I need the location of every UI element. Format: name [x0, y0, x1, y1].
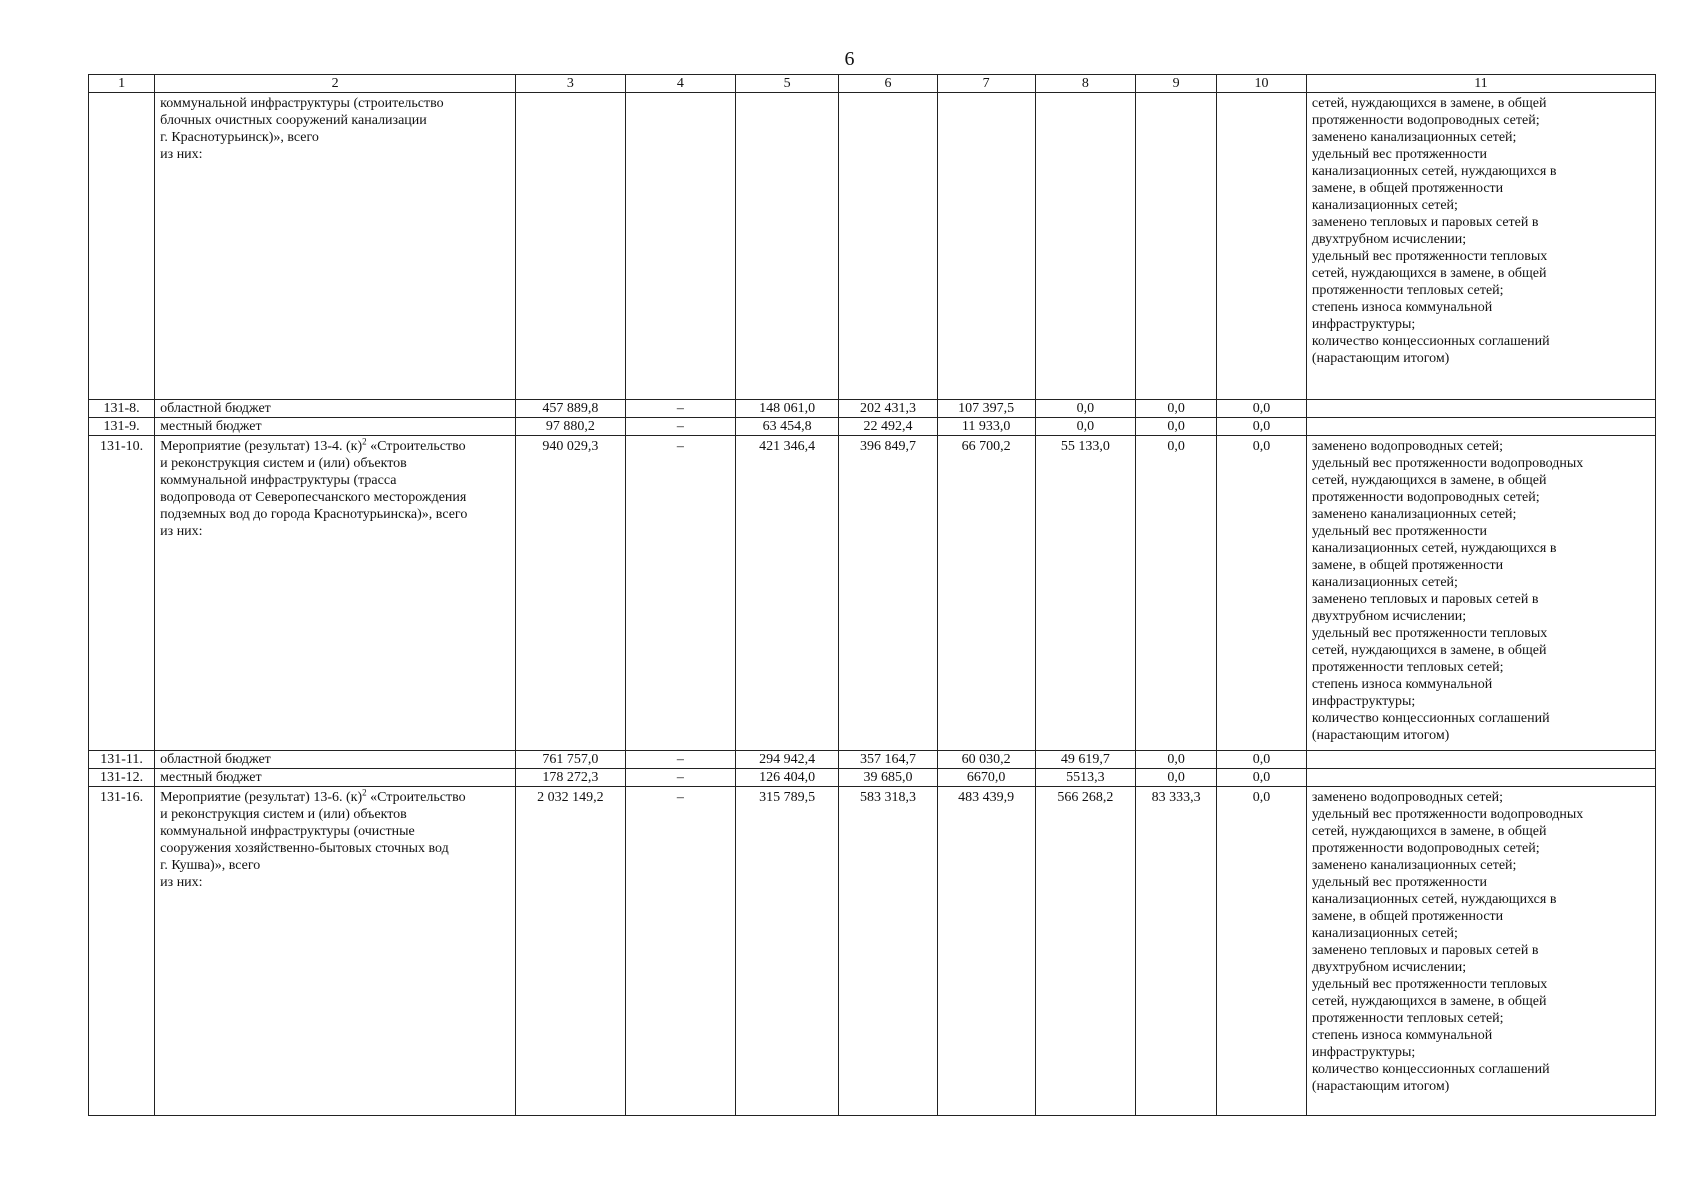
page-number: 6: [844, 48, 855, 70]
description-rest: «Строительство и реконструкция систем и (или) объектов коммунальной инфраструктуры (трасса водопровода от Северопесчанского месторождения подземных вод до города Краснотурьинска)», всего из них:: [160, 439, 468, 539]
value-cell: 583 318,3: [839, 787, 937, 1116]
value-cell: 294 942,4: [735, 751, 839, 769]
header-cell: 9: [1136, 75, 1217, 93]
value-cell: –: [625, 436, 735, 751]
value-cell: 83 333,3: [1136, 787, 1217, 1116]
table-row: [89, 787, 1656, 1116]
footnote-marker: 2: [362, 436, 367, 447]
table-row: [89, 769, 1656, 787]
row-description: [155, 787, 516, 1116]
table-row: [89, 400, 1656, 418]
value-cell: [839, 93, 937, 400]
header-cell: 2: [155, 75, 516, 93]
value-cell: 0,0: [1217, 418, 1307, 436]
budget-table: [88, 74, 1656, 1116]
value-cell: 0,0: [1217, 400, 1307, 418]
value-cell: 2 032 149,2: [515, 787, 625, 1116]
row-code: 131-16.: [89, 787, 155, 1116]
value-cell: [735, 93, 839, 400]
description-lead: Мероприятие (результат) 13-4. (к): [160, 439, 363, 454]
value-cell: 396 849,7: [839, 436, 937, 751]
header-cell: 5: [735, 75, 839, 93]
header-cell: 8: [1035, 75, 1135, 93]
row-description: областной бюджет: [155, 400, 516, 418]
value-cell: 566 268,2: [1035, 787, 1135, 1116]
indicators-cell: сетей, нуждающихся в замене, в общей протяженности водопроводных сетей; заменено канализационных сетей; удельный вес протяженности канализационных сетей, нуждающихся в замене, в общей протяженности канализационных сетей; заменено тепловых и паровых сетей в двухтрубном исчислении; удельный вес протяженности тепловых сетей, нуждающихся в замене, в общей протяженности тепловых сетей; степень износа коммунальной инфраструктуры; количество концессионных соглашений (нарастающим итогом): [1306, 93, 1655, 400]
header-cell: 1: [89, 75, 155, 93]
value-cell: 357 164,7: [839, 751, 937, 769]
indicators-cell: заменено водопроводных сетей; удельный вес протяженности водопроводных сетей, нуждающихся в замене, в общей протяженности водопроводных сетей; заменено канализационных сетей; удельный вес протяженности канализационных сетей, нуждающихся в замене, в общей протяженности канализационных сетей; заменено тепловых и паровых сетей в двухтрубном исчислении; удельный вес протяженности тепловых сетей, нуждающихся в замене, в общей протяженности тепловых сетей; степень износа коммунальной инфраструктуры; количество концессионных соглашений (нарастающим итогом): [1306, 436, 1655, 751]
value-cell: 66 700,2: [937, 436, 1035, 751]
value-cell: 315 789,5: [735, 787, 839, 1116]
value-cell: 0,0: [1217, 436, 1307, 751]
value-cell: 63 454,8: [735, 418, 839, 436]
value-cell: 148 061,0: [735, 400, 839, 418]
row-description: местный бюджет: [155, 418, 516, 436]
row-code: 131-11.: [89, 751, 155, 769]
value-cell: 0,0: [1217, 787, 1307, 1116]
indicators-cell: [1306, 751, 1655, 769]
value-cell: [515, 93, 625, 400]
row-description: [155, 436, 516, 751]
value-cell: [1035, 93, 1135, 400]
value-cell: –: [625, 787, 735, 1116]
row-code: 131-10.: [89, 436, 155, 751]
value-cell: [625, 93, 735, 400]
value-cell: 940 029,3: [515, 436, 625, 751]
footnote-marker: 2: [362, 787, 367, 798]
value-cell: [1136, 93, 1217, 400]
value-cell: 0,0: [1136, 400, 1217, 418]
column-number-header: [89, 75, 1656, 93]
value-cell: 421 346,4: [735, 436, 839, 751]
value-cell: 0,0: [1217, 751, 1307, 769]
value-cell: 126 404,0: [735, 769, 839, 787]
value-cell: 202 431,3: [839, 400, 937, 418]
value-cell: 5513,3: [1035, 769, 1135, 787]
value-cell: 11 933,0: [937, 418, 1035, 436]
value-cell: –: [625, 751, 735, 769]
value-cell: 97 880,2: [515, 418, 625, 436]
value-cell: 0,0: [1035, 400, 1135, 418]
table-row: [89, 751, 1656, 769]
value-cell: [1217, 93, 1307, 400]
value-cell: 0,0: [1136, 436, 1217, 751]
row-code: 131-9.: [89, 418, 155, 436]
table-row: [89, 436, 1656, 751]
description-lead: Мероприятие (результат) 13-6. (к): [160, 790, 363, 805]
value-cell: –: [625, 418, 735, 436]
row-code: [89, 93, 155, 400]
value-cell: 0,0: [1136, 418, 1217, 436]
header-cell: 10: [1217, 75, 1307, 93]
value-cell: –: [625, 400, 735, 418]
row-description: областной бюджет: [155, 751, 516, 769]
value-cell: 0,0: [1035, 418, 1135, 436]
indicators-cell: [1306, 400, 1655, 418]
value-cell: 6670,0: [937, 769, 1035, 787]
value-cell: [937, 93, 1035, 400]
value-cell: 55 133,0: [1035, 436, 1135, 751]
description-rest: «Строительство и реконструкция систем и (или) объектов коммунальной инфраструктуры (очистные сооружения хозяйственно-бытовых сточных вод г. Кушва)», всего из них:: [160, 790, 466, 890]
value-cell: 60 030,2: [937, 751, 1035, 769]
value-cell: 22 492,4: [839, 418, 937, 436]
table-row: [89, 93, 1656, 400]
value-cell: 49 619,7: [1035, 751, 1135, 769]
value-cell: –: [625, 769, 735, 787]
row-description: местный бюджет: [155, 769, 516, 787]
header-cell: 7: [937, 75, 1035, 93]
indicators-cell: [1306, 769, 1655, 787]
value-cell: 0,0: [1136, 769, 1217, 787]
value-cell: 483 439,9: [937, 787, 1035, 1116]
row-code: 131-8.: [89, 400, 155, 418]
row-description: коммунальной инфраструктуры (строительство блочных очистных сооружений канализации г. Краснотурьинск)», всего из них:: [155, 93, 516, 400]
value-cell: 178 272,3: [515, 769, 625, 787]
value-cell: 107 397,5: [937, 400, 1035, 418]
header-cell: 11: [1306, 75, 1655, 93]
value-cell: 761 757,0: [515, 751, 625, 769]
value-cell: 39 685,0: [839, 769, 937, 787]
value-cell: 0,0: [1136, 751, 1217, 769]
header-cell: 6: [839, 75, 937, 93]
indicators-cell: заменено водопроводных сетей; удельный вес протяженности водопроводных сетей, нуждающихся в замене, в общей протяженности водопроводных сетей; заменено канализационных сетей; удельный вес протяженности канализационных сетей, нуждающихся в замене, в общей протяженности канализационных сетей; заменено тепловых и паровых сетей в двухтрубном исчислении; удельный вес протяженности тепловых сетей, нуждающихся в замене, в общей протяженности тепловых сетей; степень износа коммунальной инфраструктуры; количество концессионных соглашений (нарастающим итогом): [1306, 787, 1655, 1116]
indicators-cell: [1306, 418, 1655, 436]
table-row: [89, 418, 1656, 436]
header-cell: 4: [625, 75, 735, 93]
value-cell: 0,0: [1217, 769, 1307, 787]
row-code: 131-12.: [89, 769, 155, 787]
header-cell: 3: [515, 75, 625, 93]
value-cell: 457 889,8: [515, 400, 625, 418]
